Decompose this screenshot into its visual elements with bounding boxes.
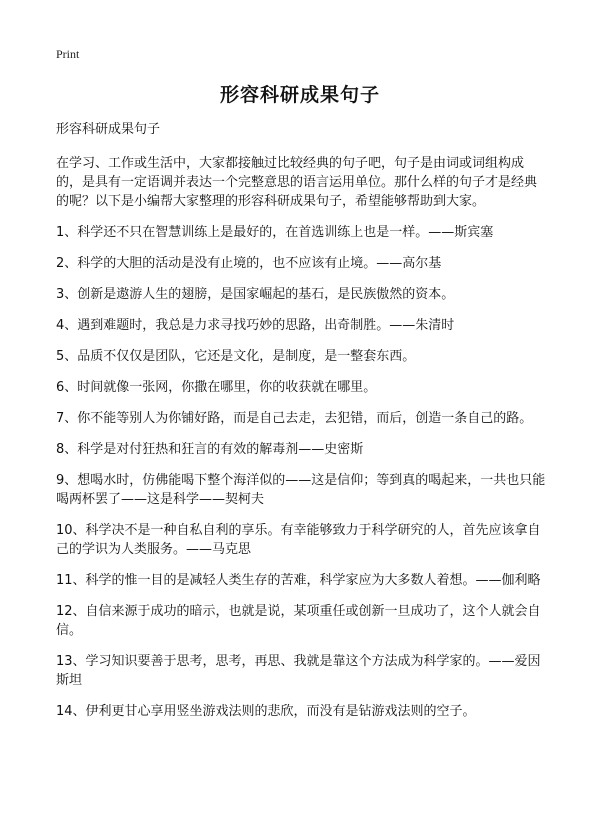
quote-item: 13、学习知识要善于思考，思考，再思、我就是靠这个方法成为科学家的。——爱因斯坦: [56, 654, 541, 688]
article-intro: 在学习、工作或生活中，大家都接触过比较经典的句子吧，句子是由词或词组构成的，是具有一定语调并表达一个完整意思的语言运用单位。那什么样的句子才是经典的呢？以下是小编帮大家整理的形容科研成果句子，希望能够帮助到大家。: [56, 156, 538, 209]
quote-item: 1、科学还不只在智慧训练上是最好的，在首选训练上也是一样。——斯宾塞: [56, 225, 494, 240]
quote-item: 11、科学的惟一目的是减轻人类生存的苦难，科学家应为大多数人着想。——伽利略: [56, 573, 541, 588]
article-subtitle: 形容科研成果句子: [56, 122, 161, 137]
quote-item: 10、科学决不是一种自私自利的享乐。有幸能够致力于科学研究的人，首先应该拿自己的学识为人类服务。——马克思: [56, 523, 541, 557]
quote-item: 6、时间就像一张网，你撒在哪里，你的收获就在哪里。: [56, 380, 377, 395]
quote-item: 12、自信来源于成功的暗示，也就是说，某项重任或创新一旦成功了，这个人就会自信。: [56, 604, 541, 638]
quote-item: 2、科学的大胆的活动是没有止境的，也不应该有止境。——高尔基: [56, 256, 442, 271]
quote-item: 5、品质不仅仅是团队，它还是文化，是制度，是一整套东西。: [56, 349, 416, 364]
quote-item: 9、想喝水时，仿佛能喝下整个海洋似的——这是信仰；等到真的喝起来，一共也只能喝两杯罢了——这是科学——契柯夫: [56, 473, 546, 507]
quote-item: 3、创新是遨游人生的翅膀，是国家崛起的基石，是民族傲然的资本。: [56, 287, 455, 302]
quote-item: 7、你不能等别人为你铺好路，而是自己去走，去犯错，而后，创造一条自己的路。: [56, 411, 533, 426]
quote-item: 14、伊利更甘心享用竖坐游戏法则的悲欣，而没有是钻游戏法则的空子。: [56, 704, 476, 719]
page-title: 形容科研成果句子: [219, 84, 380, 106]
print-link[interactable]: Print: [56, 47, 80, 61]
quote-item: 8、科学是对付狂热和狂言的有效的解毒剂——史密斯: [56, 442, 364, 457]
quote-item: 4、遇到难题时，我总是力求寻找巧妙的思路，出奇制胜。——朱清时: [56, 318, 455, 333]
article-body: [56, 120, 548, 733]
quote-list: [56, 223, 548, 721]
